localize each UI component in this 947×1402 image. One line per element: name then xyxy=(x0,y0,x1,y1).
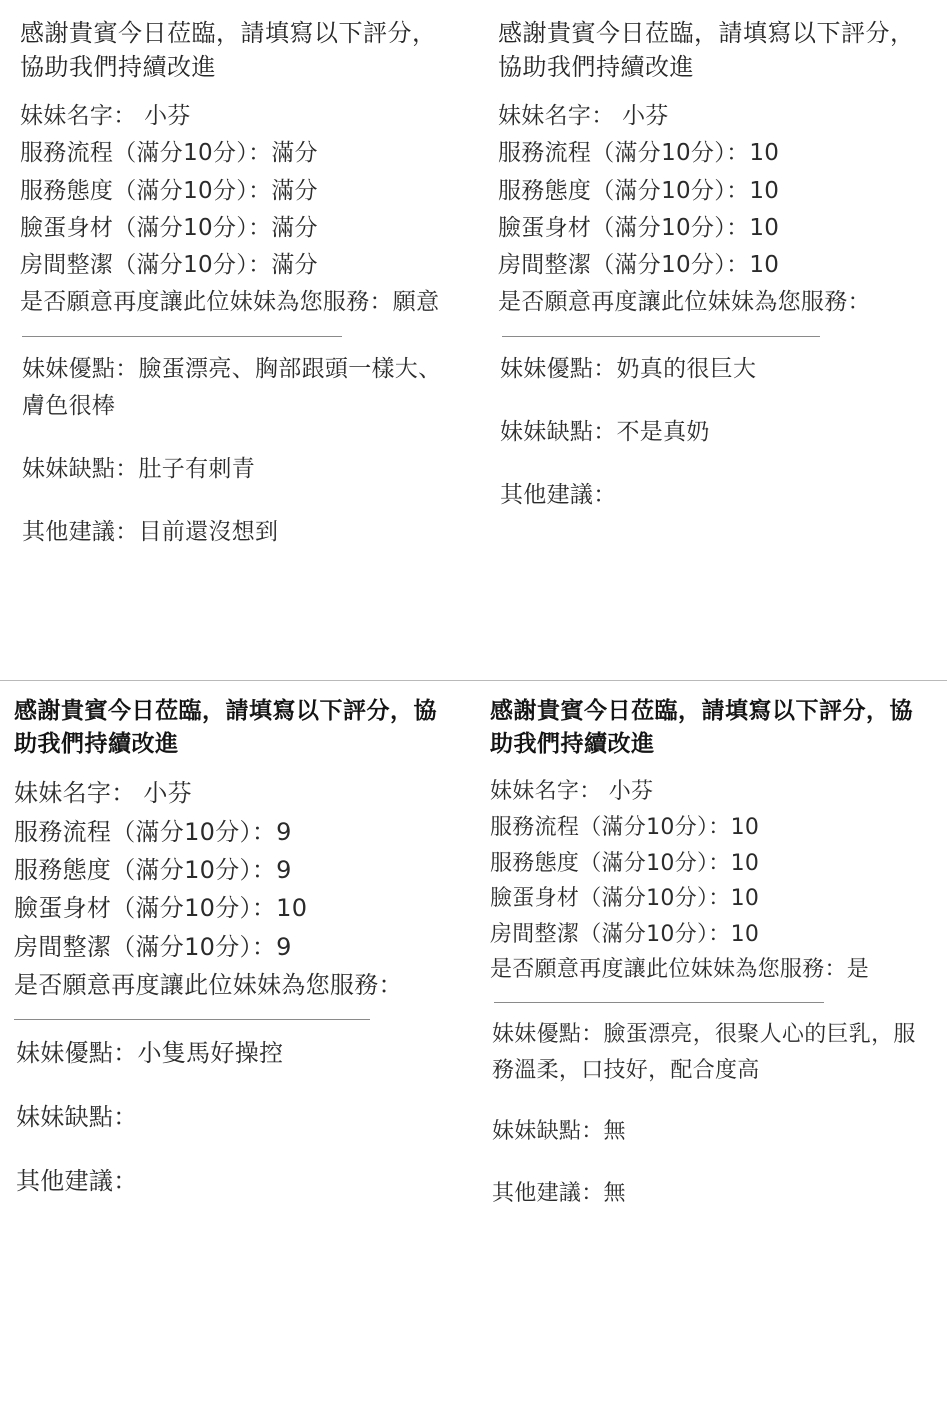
field-service-flow: 服務流程（滿分10分）：9 xyxy=(14,817,292,846)
field-service-flow: 服務流程（滿分10分）：10 xyxy=(498,140,780,167)
panel-header: 感謝貴賓今日莅臨，請填寫以下評分，協助我們持續改進 xyxy=(490,698,913,757)
field-cons: 妹妹缺點：不是真奶 xyxy=(500,418,710,445)
field-appearance: 臉蛋身材（滿分10分）：滿分 xyxy=(20,214,318,241)
field-cons: 妹妹缺點： xyxy=(16,1103,138,1132)
field-pros: 妹妹優點：小隻馬好操控 xyxy=(16,1038,284,1067)
field-room-cleanliness: 房間整潔（滿分10分）：10 xyxy=(490,921,760,947)
panel-header: 感謝貴賓今日莅臨，請填寫以下評分，協助我們持續改進 xyxy=(498,19,915,82)
field-service-flow: 服務流程（滿分10分）：滿分 xyxy=(20,140,318,167)
panel-fields xyxy=(14,774,454,1004)
field-name: 妹妹名字： 小芬 xyxy=(20,103,191,130)
field-repeat-willingness: 是否願意再度讓此位妹妹為您服務： xyxy=(14,971,403,1000)
field-pros: 妹妹優點：臉蛋漂亮，很聚人心的巨乳，服務溫柔，口技好，配合度高 xyxy=(492,1022,916,1083)
panel-fields xyxy=(20,98,454,322)
review-panel-top-right xyxy=(474,0,947,681)
panel-fields xyxy=(490,774,927,988)
field-repeat-willingness: 是否願意再度讓此位妹妹為您服務：願意 xyxy=(20,289,440,316)
field-cons: 妹妹缺點：肚子有刺青 xyxy=(22,456,255,483)
field-name: 妹妹名字： 小芬 xyxy=(14,779,193,808)
field-repeat-willingness: 是否願意再度讓此位妹妹為您服務： xyxy=(498,289,871,316)
field-service-attitude: 服務態度（滿分10分）：9 xyxy=(14,856,292,885)
field-room-cleanliness: 房間整潔（滿分10分）：10 xyxy=(498,252,780,279)
field-pros: 妹妹優點：奶真的很巨大 xyxy=(500,355,757,382)
section-divider xyxy=(22,336,342,337)
field-other-suggestions: 其他建議：目前還沒想到 xyxy=(22,519,279,546)
field-appearance: 臉蛋身材（滿分10分）：10 xyxy=(490,886,760,912)
field-cons: 妹妹缺點：無 xyxy=(492,1119,626,1145)
panel-fields xyxy=(498,98,927,322)
review-panel-bottom-right xyxy=(474,681,947,1402)
field-other-suggestions: 其他建議： xyxy=(500,482,617,509)
section-divider xyxy=(502,336,820,337)
field-repeat-willingness: 是否願意再度讓此位妹妹為您服務：是 xyxy=(490,957,870,983)
field-appearance: 臉蛋身材（滿分10分）：10 xyxy=(14,894,308,923)
review-panel-top-left xyxy=(0,0,474,681)
field-other-suggestions: 其他建議： xyxy=(16,1167,138,1196)
field-room-cleanliness: 房間整潔（滿分10分）：滿分 xyxy=(20,252,318,279)
field-pros: 妹妹優點：臉蛋漂亮、胸部跟頭一樣大、膚色很棒 xyxy=(22,355,442,419)
section-divider xyxy=(494,1002,824,1003)
field-appearance: 臉蛋身材（滿分10分）：10 xyxy=(498,214,780,241)
field-service-flow: 服務流程（滿分10分）：10 xyxy=(490,814,760,840)
field-other-suggestions: 其他建議：無 xyxy=(492,1180,626,1206)
panel-header: 感謝貴賓今日莅臨，請填寫以下評分，協助我們持續改進 xyxy=(14,698,437,757)
field-room-cleanliness: 房間整潔（滿分10分）：9 xyxy=(14,932,292,961)
field-name: 妹妹名字： 小芬 xyxy=(498,103,669,130)
panel-header: 感謝貴賓今日莅臨，請填寫以下評分，協助我們持續改進 xyxy=(20,19,437,82)
field-name: 妹妹名字： 小芬 xyxy=(490,779,654,805)
section-divider xyxy=(14,1019,370,1020)
field-service-attitude: 服務態度（滿分10分）：滿分 xyxy=(20,177,318,204)
field-service-attitude: 服務態度（滿分10分）：10 xyxy=(498,177,780,204)
field-service-attitude: 服務態度（滿分10分）：10 xyxy=(490,850,760,876)
review-panel-bottom-left xyxy=(0,681,474,1402)
